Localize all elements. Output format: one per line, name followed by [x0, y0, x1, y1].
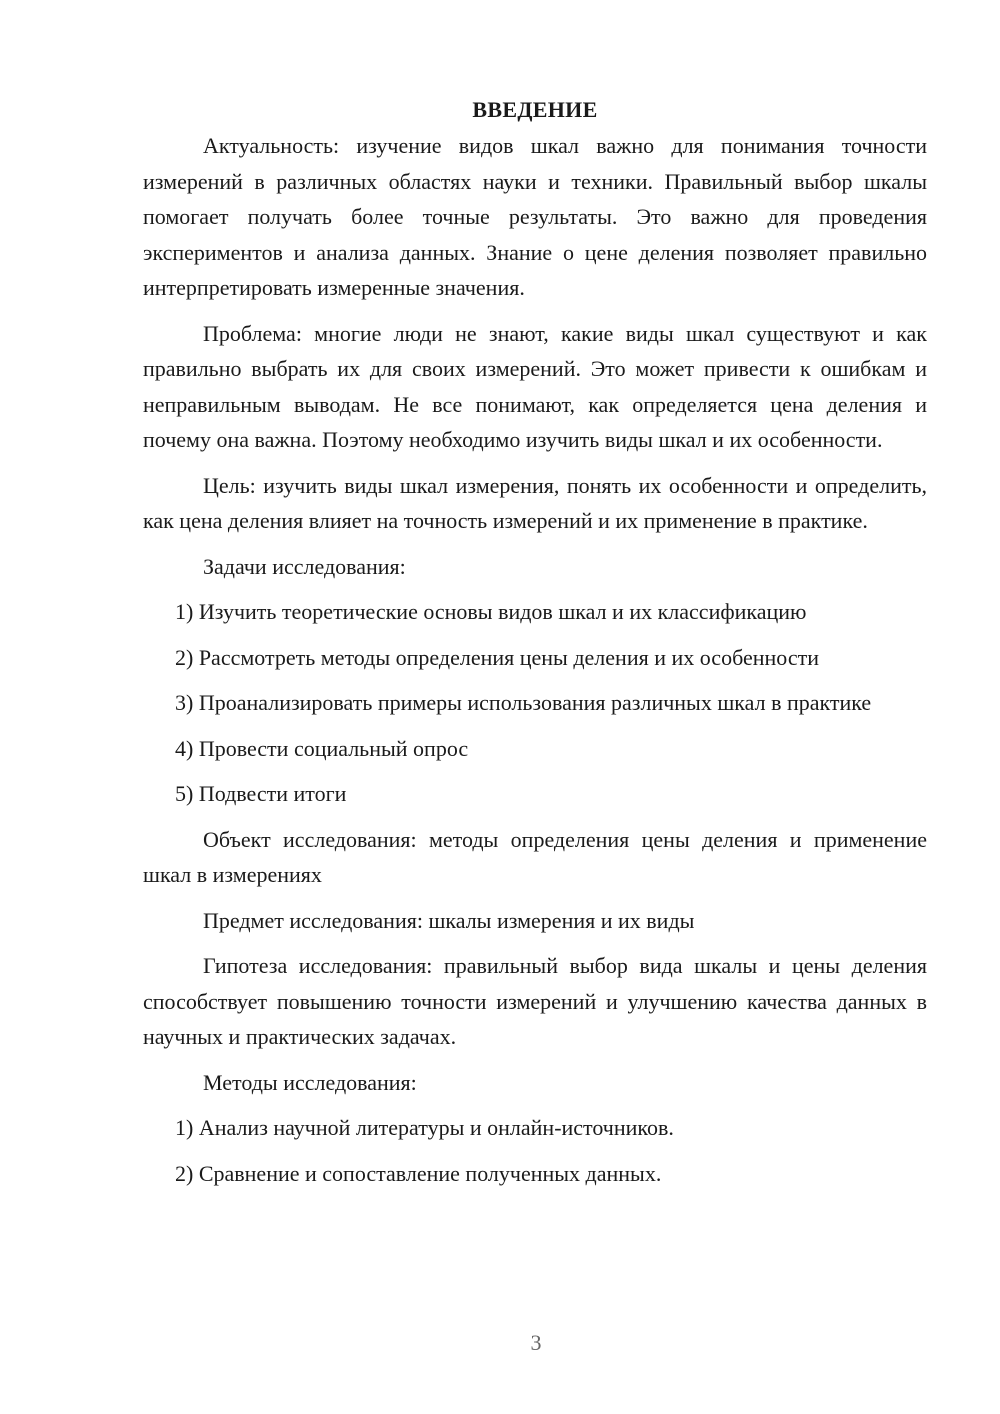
page-number: 3 [530, 1330, 542, 1355]
task-item: 3) Проанализировать примеры использования различных шкал в практике [175, 690, 872, 715]
page-content [143, 92, 927, 1201]
object-paragraph: Объект исследования: методы определения цены деления и применение шкал в измерениях [143, 826, 927, 887]
task-item: 5) Подвести итоги [175, 781, 347, 806]
task-item: 2) Рассмотреть методы определения цены деления и их особенности [175, 644, 819, 670]
goal-paragraph: Цель: изучить виды шкал измерения, понять их особенности и определить, как цена деления влияет на точность измерений и их применение в практике. [143, 472, 927, 533]
subject-paragraph: Предмет исследования: шкалы измерения и их виды [203, 907, 695, 933]
section-title: ВВЕДЕНИЕ [472, 97, 598, 122]
task-item: 1) Изучить теоретические основы видов шкал и их классификацию [175, 599, 807, 624]
relevance-paragraph: Актуальность: изучение видов шкал важно для понимания точности измерений в различных областях науки и техники. Правильный выбор шкалы помогает получать более точные результаты. Это важно для проведения экспериментов и анализа данных. Знание о цене деления позволяет правильно интерпретировать измеренные значения. [143, 133, 927, 300]
task-item: 4) Провести социальный опрос [175, 735, 469, 761]
hypothesis-paragraph: Гипотеза исследования: правильный выбор вида шкалы и цены деления способствует повышению точности измерений и улучшению качества данных в научных и практических задачах. [143, 953, 927, 1049]
method-item: 2) Сравнение и сопоставление полученных данных. [175, 1160, 662, 1186]
problem-paragraph: Проблема: многие люди не знают, какие виды шкал существуют и как правильно выбрать их для своих измерений. Это может привести к ошибкам и неправильным выводам. Не все понимают, как определяется цена деления и почему она важна. Поэтому необходимо изучить виды шкал и их особенности. [143, 320, 927, 452]
tasks-heading: Задачи исследования: [203, 553, 406, 579]
method-item: 1) Анализ научной литературы и онлайн-источников. [175, 1115, 674, 1140]
methods-heading: Методы исследования: [203, 1069, 417, 1095]
